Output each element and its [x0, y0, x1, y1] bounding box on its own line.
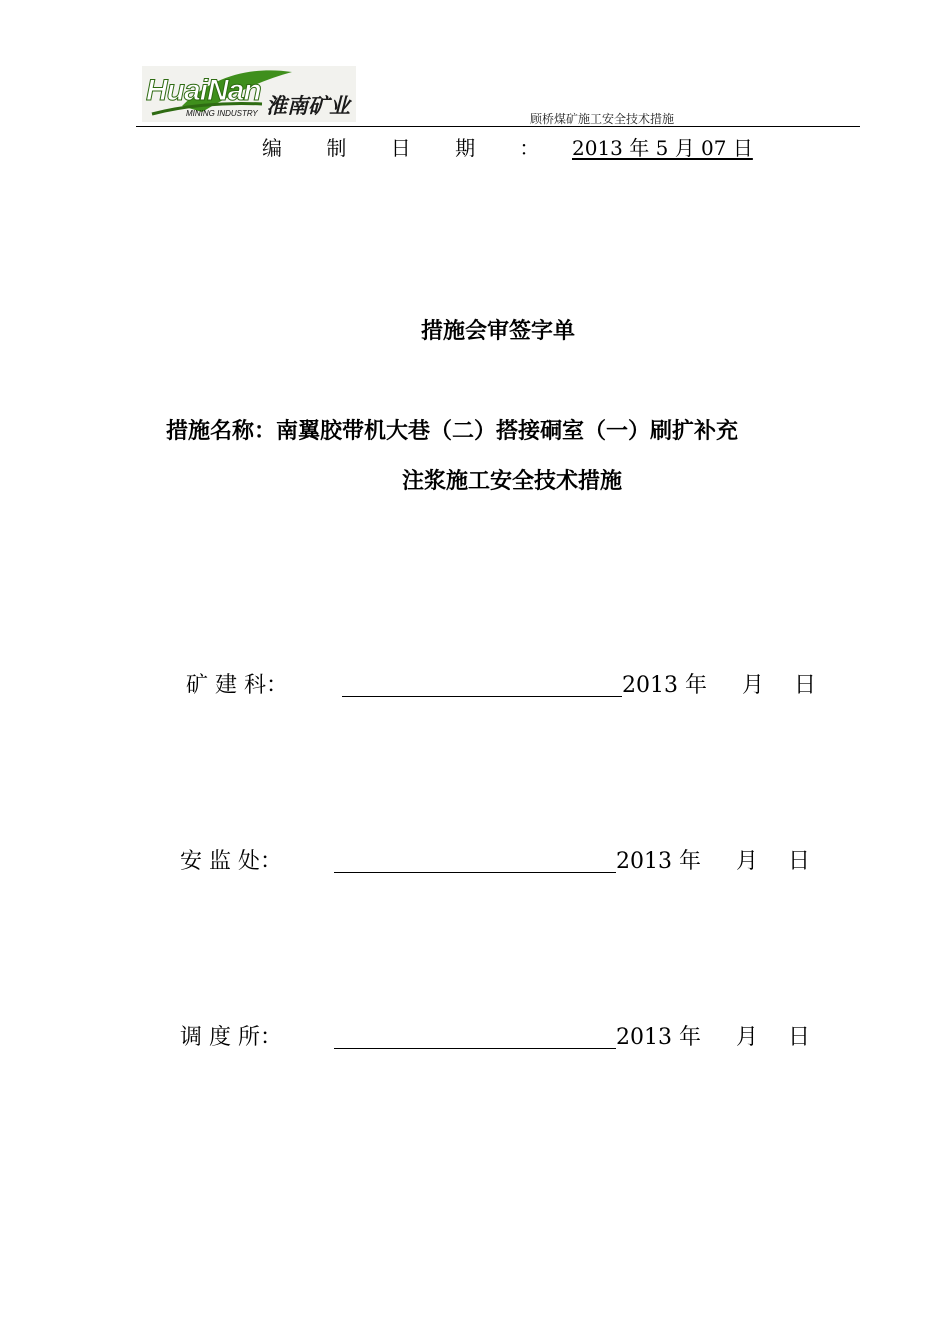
signoff-year: 2013 年 — [616, 1025, 701, 1050]
signature-line[interactable] — [334, 1048, 616, 1049]
signoff-row-dispatch — [180, 1020, 820, 1052]
logo-subtitle: MINING INDUSTRY — [186, 109, 258, 118]
signature-line[interactable] — [334, 872, 616, 873]
header-document-title: 顾桥煤矿施工安全技术措施 — [530, 112, 675, 126]
logo-chinese-text: 淮南矿业 — [266, 94, 350, 118]
signoff-day: 日 — [788, 1025, 811, 1050]
company-logo — [142, 66, 356, 122]
signoff-year: 2013 年 — [616, 849, 701, 874]
header-divider — [136, 126, 860, 127]
signoff-year: 2013 年 — [622, 673, 707, 698]
measure-name-line2: 注浆施工安全技术措施 — [402, 469, 623, 494]
signoff-day: 日 — [794, 673, 817, 698]
signature-line[interactable] — [342, 696, 622, 697]
signoff-row-mine-construction — [186, 668, 826, 700]
compile-date-label-text: 编 制 日 期 ： — [262, 136, 540, 160]
signoff-row-safety-supervision — [180, 844, 820, 876]
signoff-department: 调 度 所： — [180, 1025, 282, 1050]
compile-date-value: 2013 年 5 月 07 日 — [572, 136, 753, 160]
signoff-day: 日 — [788, 849, 811, 874]
measure-name-line1: 措施名称：南翼胶带机大巷（二）搭接硐室（一）刷扩补充 — [166, 419, 739, 444]
signoff-month: 月 — [736, 1025, 759, 1050]
logo-latin-text: HuaiNan — [146, 74, 261, 107]
signoff-department: 安 监 处： — [180, 849, 282, 874]
signoff-month: 月 — [736, 849, 759, 874]
compile-date-label — [262, 132, 539, 161]
signoff-month: 月 — [742, 673, 765, 698]
signoff-department: 矿 建 科： — [186, 673, 288, 698]
page-title: 措施会审签字单 — [420, 319, 575, 344]
